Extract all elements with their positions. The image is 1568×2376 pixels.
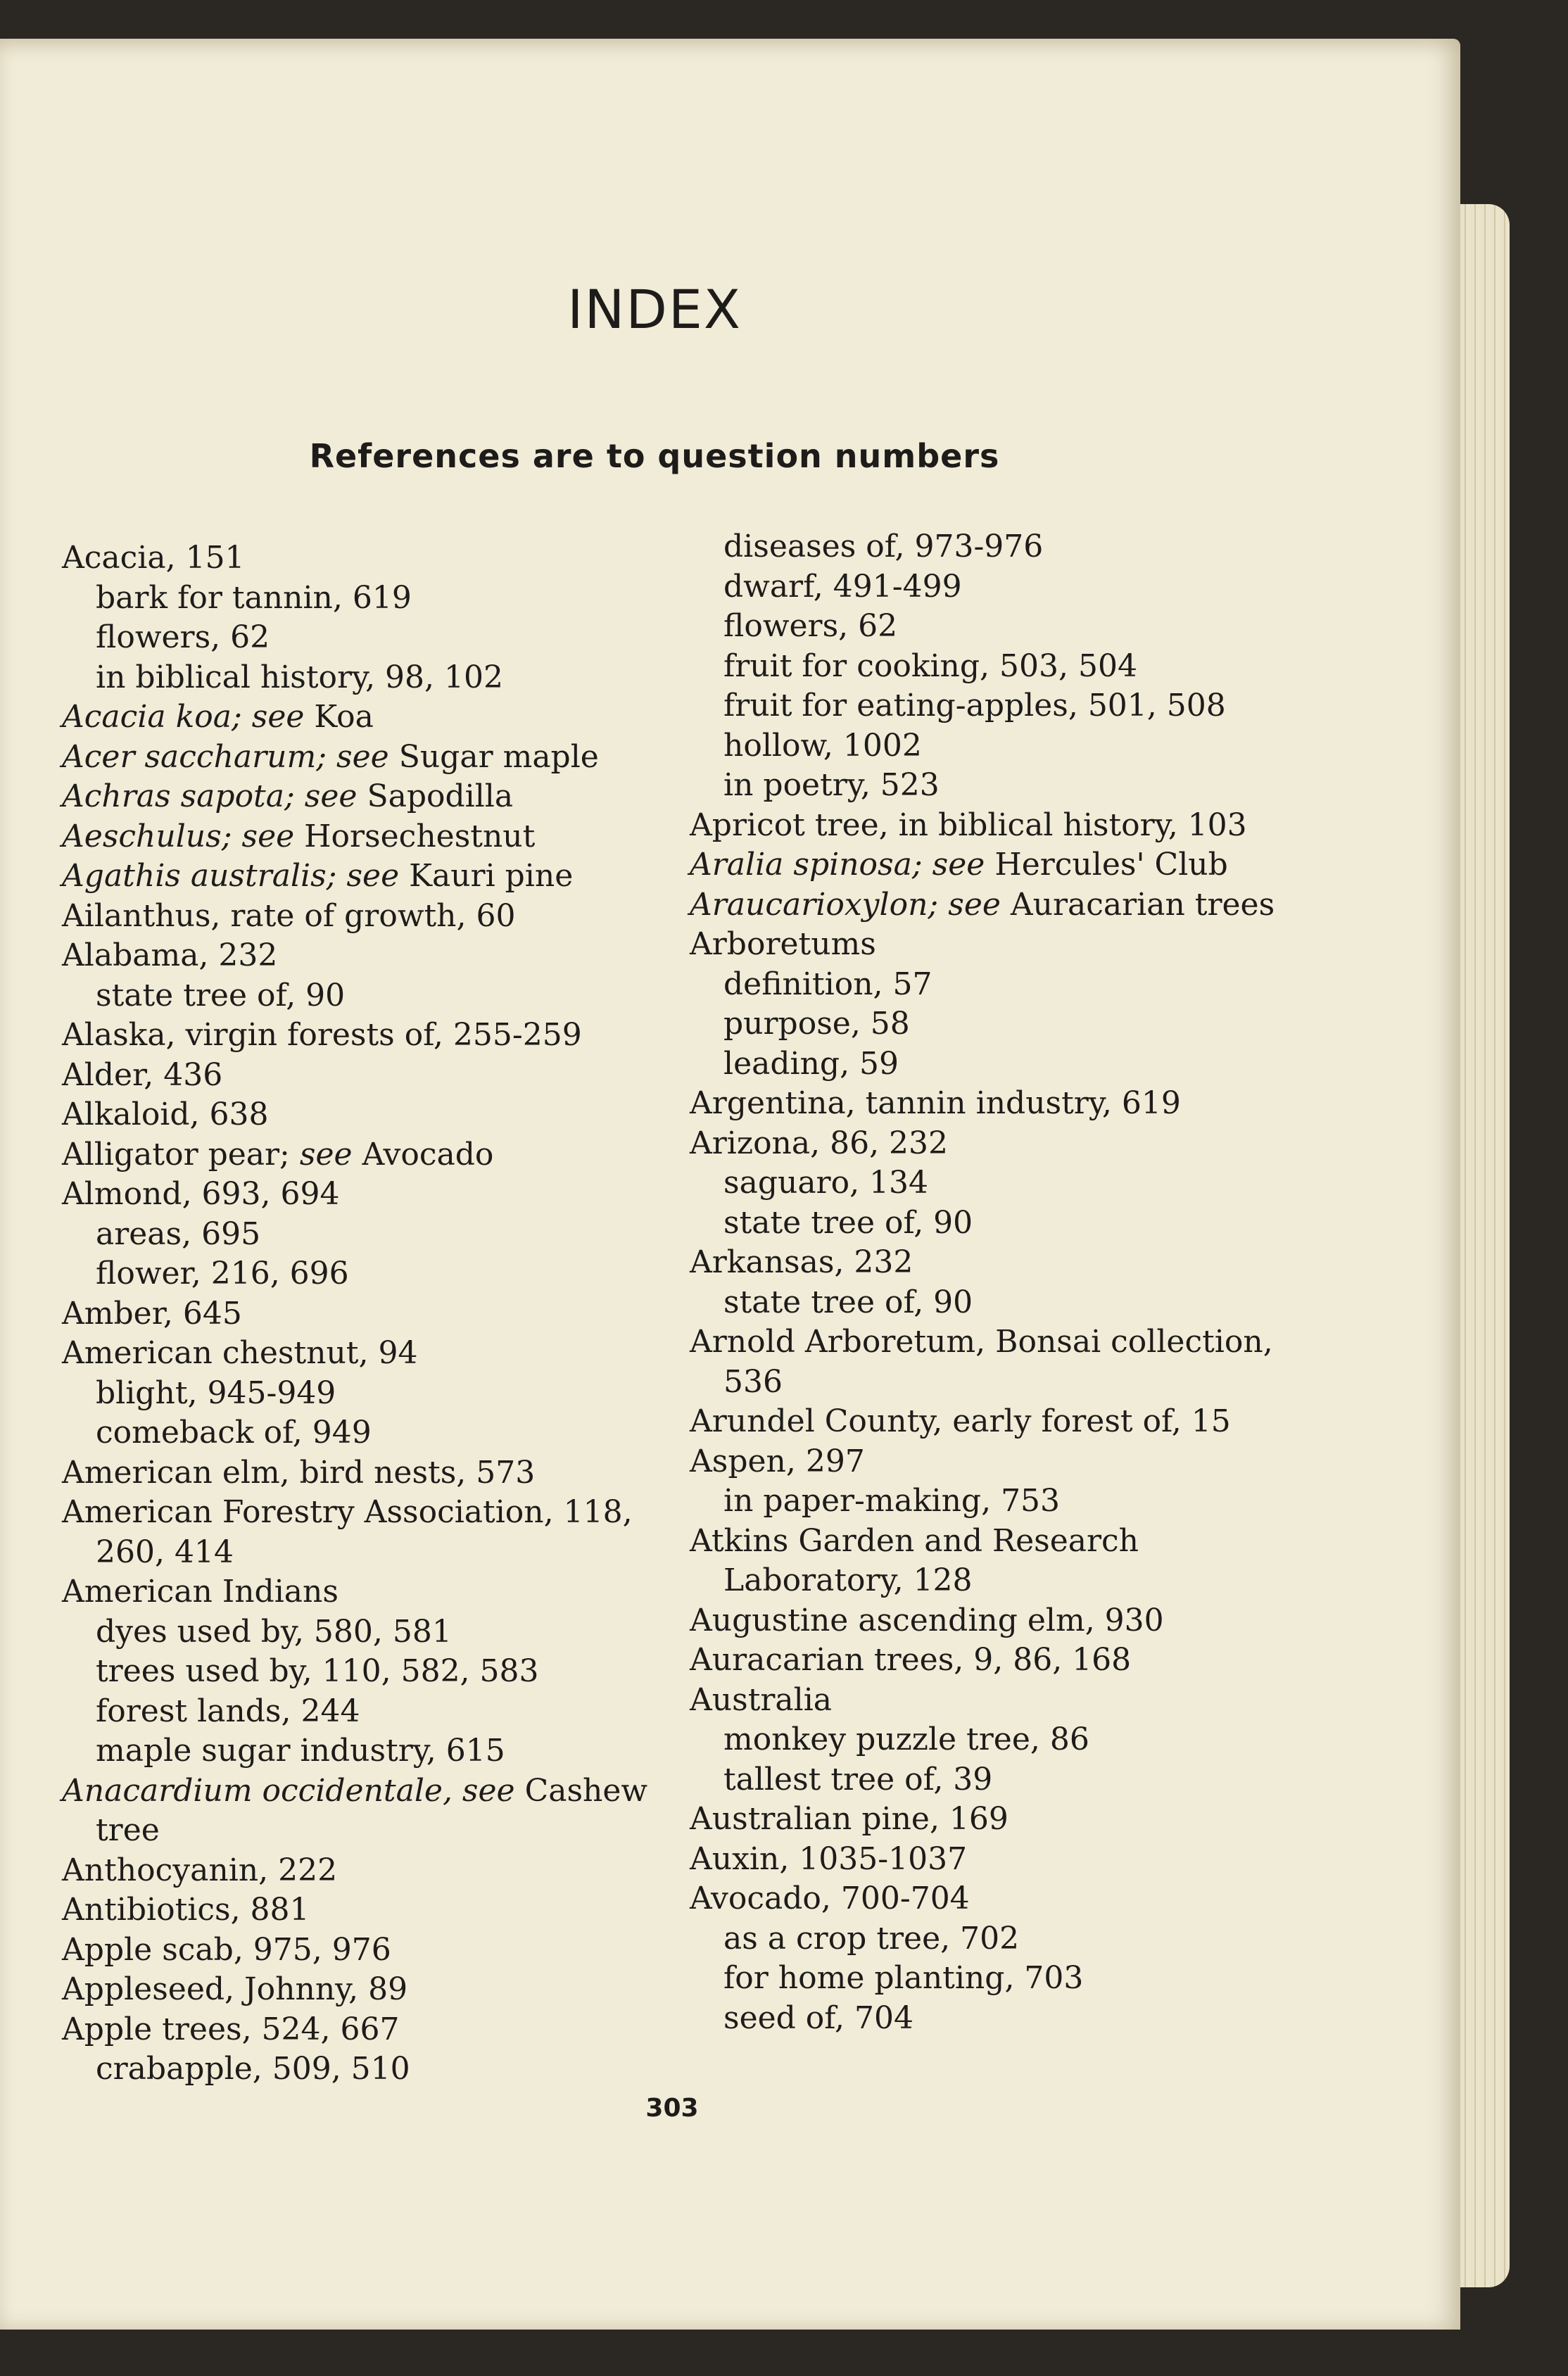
index-entry <box>690 1283 1309 1323</box>
index-entry-text: Auxin, 1035-1037 <box>690 1840 968 1877</box>
index-column-left <box>62 538 695 2090</box>
index-entry-text: Apple scab, 975, 976 <box>62 1931 391 1968</box>
index-entry-text: seed of, 704 <box>723 1999 913 2036</box>
index-entry <box>62 936 695 976</box>
index-entry <box>690 686 1309 726</box>
index-entry <box>62 1890 695 1930</box>
page-title: INDEX <box>567 278 742 341</box>
index-entry <box>62 1374 695 1414</box>
index-entry <box>690 607 1309 647</box>
index-entry-text: Alligator pear; <box>62 1136 300 1173</box>
index-entry-text: Australian pine, 169 <box>690 1801 1009 1837</box>
index-entry-italic: Anacardium occidentale, see <box>62 1772 515 1809</box>
index-entry <box>690 1919 1309 1959</box>
index-entry-text: monkey puzzle tree, 86 <box>723 1721 1089 1757</box>
index-entry <box>62 1413 695 1453</box>
index-entry-text: bark for tannin, 619 <box>96 579 412 616</box>
index-entry-italic: Achras sapota; see <box>62 778 358 814</box>
index-entry-italic: see <box>299 1136 353 1173</box>
index-entry-text: in paper-making, 753 <box>723 1483 1061 1519</box>
index-entry-text: Atkins Garden and Research Laboratory, 128 <box>690 1522 1139 1598</box>
index-entry-italic: Acer saccharum; see <box>62 738 389 775</box>
index-entry-text: Alkaloid, 638 <box>62 1097 269 1132</box>
index-entry <box>62 1135 695 1175</box>
index-entry <box>62 738 695 778</box>
index-entry <box>62 1334 695 1374</box>
index-entry <box>690 1681 1309 1721</box>
index-entry <box>690 885 1309 925</box>
index-entry <box>62 579 695 619</box>
index-entry <box>690 1800 1309 1840</box>
index-entry-text: American Forestry Association, 118, 260, 414 <box>62 1494 633 1570</box>
index-entry <box>62 1016 695 1056</box>
index-entry <box>62 857 695 897</box>
index-entry-text: state tree of, 90 <box>96 977 346 1013</box>
index-entry-text: Auracarian trees <box>1000 886 1275 923</box>
index-entry <box>690 647 1309 687</box>
index-entry <box>690 1999 1309 2039</box>
index-entry <box>690 726 1309 766</box>
index-entry-text: Cashew tree <box>96 1772 648 1848</box>
index-entry <box>62 1930 695 1971</box>
index-entry <box>690 1004 1309 1044</box>
index-entry <box>690 1760 1309 1800</box>
index-entry <box>62 1493 695 1572</box>
index-entry-text: Anthocyanin, 222 <box>62 1852 338 1888</box>
index-entry <box>62 697 695 738</box>
index-entry <box>62 1851 695 1891</box>
index-entry-italic: Aralia spinosa; see <box>690 847 985 883</box>
index-entry-text: diseases of, 973-976 <box>723 529 1044 564</box>
index-entry <box>62 1294 695 1334</box>
index-entry <box>690 1243 1309 1283</box>
index-entry <box>690 1044 1309 1085</box>
index-column-right <box>690 527 1309 2038</box>
index-entry-text: crabapple, 509, 510 <box>96 2051 410 2087</box>
index-entry <box>62 1453 695 1493</box>
index-entry <box>690 527 1309 567</box>
index-entry-text: Apricot tree, in biblical history, 103 <box>690 807 1247 843</box>
index-entry-text: Apple trees, 524, 667 <box>62 2011 400 2047</box>
index-entry-text: Alabama, 232 <box>62 937 278 973</box>
index-entry-text: Kauri pine <box>399 858 574 894</box>
index-entry <box>62 1175 695 1215</box>
index-entry-text: Arizona, 86, 232 <box>690 1125 949 1161</box>
index-entry-text: Sapodilla <box>357 778 514 814</box>
index-entry <box>690 1879 1309 1919</box>
index-entry-text: American elm, bird nests, 573 <box>62 1454 536 1491</box>
index-entry-text: Antibiotics, 881 <box>62 1892 310 1928</box>
index-entry-italic: Aeschulus; see <box>62 818 295 854</box>
index-entry-text: Australia <box>690 1681 833 1718</box>
index-entry <box>690 1163 1309 1203</box>
index-entry <box>690 1840 1309 1880</box>
index-entry <box>62 1771 695 1851</box>
index-entry <box>62 817 695 857</box>
index-entry-italic: Acacia koa; see <box>62 699 305 735</box>
index-entry-text: Augustine ascending elm, 930 <box>690 1602 1164 1638</box>
index-entry <box>690 845 1309 885</box>
index-entry-text: Arboretums <box>690 926 876 962</box>
index-entry <box>62 1731 695 1771</box>
index-entry-text: maple sugar industry, 615 <box>96 1733 505 1769</box>
index-entry-text: saguaro, 134 <box>723 1165 929 1201</box>
page-number: 303 <box>645 2094 699 2123</box>
index-entry-text: flowers, 62 <box>723 608 898 644</box>
index-entry <box>690 1124 1309 1164</box>
index-entry-text: Acacia, 151 <box>62 540 245 576</box>
index-entry <box>690 1522 1309 1601</box>
index-entry <box>62 1692 695 1732</box>
index-entry-text: definition, 57 <box>723 966 932 1002</box>
index-entry-text: dwarf, 491-499 <box>723 568 962 605</box>
index-entry-text: Alder, 436 <box>62 1056 223 1093</box>
index-entry-text: Argentina, tannin industry, 619 <box>690 1085 1181 1121</box>
page-subtitle: References are to question numbers <box>309 437 1000 475</box>
index-entry-text: American Indians <box>62 1574 339 1610</box>
index-entry <box>62 2049 695 2090</box>
index-entry-italic: Agathis australis; see <box>62 858 400 894</box>
index-entry <box>690 1442 1309 1482</box>
index-entry-text: American chestnut, 94 <box>62 1335 418 1371</box>
index-entry <box>690 1641 1309 1681</box>
index-entry-italic: Araucarioxylon; see <box>690 886 1001 923</box>
index-entry-text: state tree of, 90 <box>723 1284 973 1320</box>
index-entry <box>690 965 1309 1005</box>
index-entry <box>62 976 695 1016</box>
index-entry-text: blight, 945-949 <box>96 1375 336 1411</box>
index-entry <box>690 567 1309 607</box>
index-entry <box>62 538 695 579</box>
index-entry <box>690 1720 1309 1760</box>
index-entry <box>62 1652 695 1692</box>
index-entry <box>690 1481 1309 1522</box>
index-entry <box>690 1203 1309 1244</box>
index-entry-text: flowers, 62 <box>96 619 270 655</box>
index-entry <box>690 925 1309 965</box>
index-entry <box>62 1612 695 1653</box>
index-entry-text: Almond, 693, 694 <box>62 1176 340 1212</box>
index-entry <box>62 1056 695 1096</box>
index-entry-text: flower, 216, 696 <box>96 1256 349 1291</box>
index-entry-text: in poetry, 523 <box>723 767 940 803</box>
index-entry <box>690 766 1309 806</box>
index-entry-text: Koa <box>304 699 374 735</box>
index-entry <box>62 1095 695 1135</box>
index-entry-text: Hercules' Club <box>985 847 1228 883</box>
index-entry <box>62 777 695 817</box>
index-entry <box>62 2010 695 2050</box>
index-entry-text: Avocado, 700-704 <box>690 1881 970 1916</box>
index-entry-text: Ailanthus, rate of growth, 60 <box>62 897 516 934</box>
book-page <box>0 39 1460 2330</box>
index-entry-text: Arundel County, early forest of, 15 <box>690 1403 1231 1439</box>
index-entry-text: Auracarian trees, 9, 86, 168 <box>690 1642 1132 1678</box>
index-entry-text: for home planting, 703 <box>723 1960 1084 1996</box>
index-entry <box>62 618 695 658</box>
index-entry <box>690 806 1309 846</box>
index-entry-text: hollow, 1002 <box>723 727 922 764</box>
index-entry-text: Horsechestnut <box>294 818 536 854</box>
index-entry <box>690 1084 1309 1124</box>
index-entry <box>690 1959 1309 1999</box>
index-entry <box>62 1254 695 1294</box>
index-entry <box>62 1215 695 1255</box>
index-entry-text: dyes used by, 580, 581 <box>96 1613 452 1650</box>
index-entry-text: purpose, 58 <box>723 1006 910 1042</box>
index-entry-text: in biblical history, 98, 102 <box>96 659 504 695</box>
index-entry-text: Arkansas, 232 <box>690 1244 913 1280</box>
index-entry-text: forest lands, 244 <box>96 1693 360 1729</box>
index-entry <box>62 1970 695 2010</box>
index-entry-text: fruit for cooking, 503, 504 <box>723 647 1137 684</box>
index-entry <box>690 1402 1309 1442</box>
index-entry-text: areas, 695 <box>96 1215 261 1252</box>
index-entry <box>62 1572 695 1612</box>
index-entry <box>62 897 695 937</box>
index-entry-text: Amber, 645 <box>62 1295 242 1332</box>
index-entry <box>690 1322 1309 1402</box>
index-entry-text: state tree of, 90 <box>723 1204 973 1241</box>
index-entry <box>62 658 695 698</box>
index-entry-text: as a crop tree, 702 <box>723 1920 1020 1957</box>
index-entry-text: leading, 59 <box>723 1045 899 1082</box>
index-entry-text: comeback of, 949 <box>96 1415 372 1451</box>
page-edge <box>1460 204 1510 2287</box>
index-entry-text: Alaska, virgin forests of, 255-259 <box>62 1017 582 1053</box>
index-entry-text: fruit for eating-apples, 501, 508 <box>723 688 1226 723</box>
index-entry-text: Avocado <box>352 1136 494 1173</box>
index-entry-text: Sugar maple <box>388 738 599 775</box>
index-entry <box>690 1601 1309 1641</box>
index-entry-text: tallest tree of, 39 <box>723 1761 993 1797</box>
index-entry-text: trees used by, 110, 582, 583 <box>96 1653 539 1689</box>
index-entry-text: Arnold Arboretum, Bonsai collection, 536 <box>690 1324 1273 1400</box>
index-entry-text: Aspen, 297 <box>690 1443 865 1479</box>
index-entry-text: Appleseed, Johnny, 89 <box>62 1971 408 2007</box>
